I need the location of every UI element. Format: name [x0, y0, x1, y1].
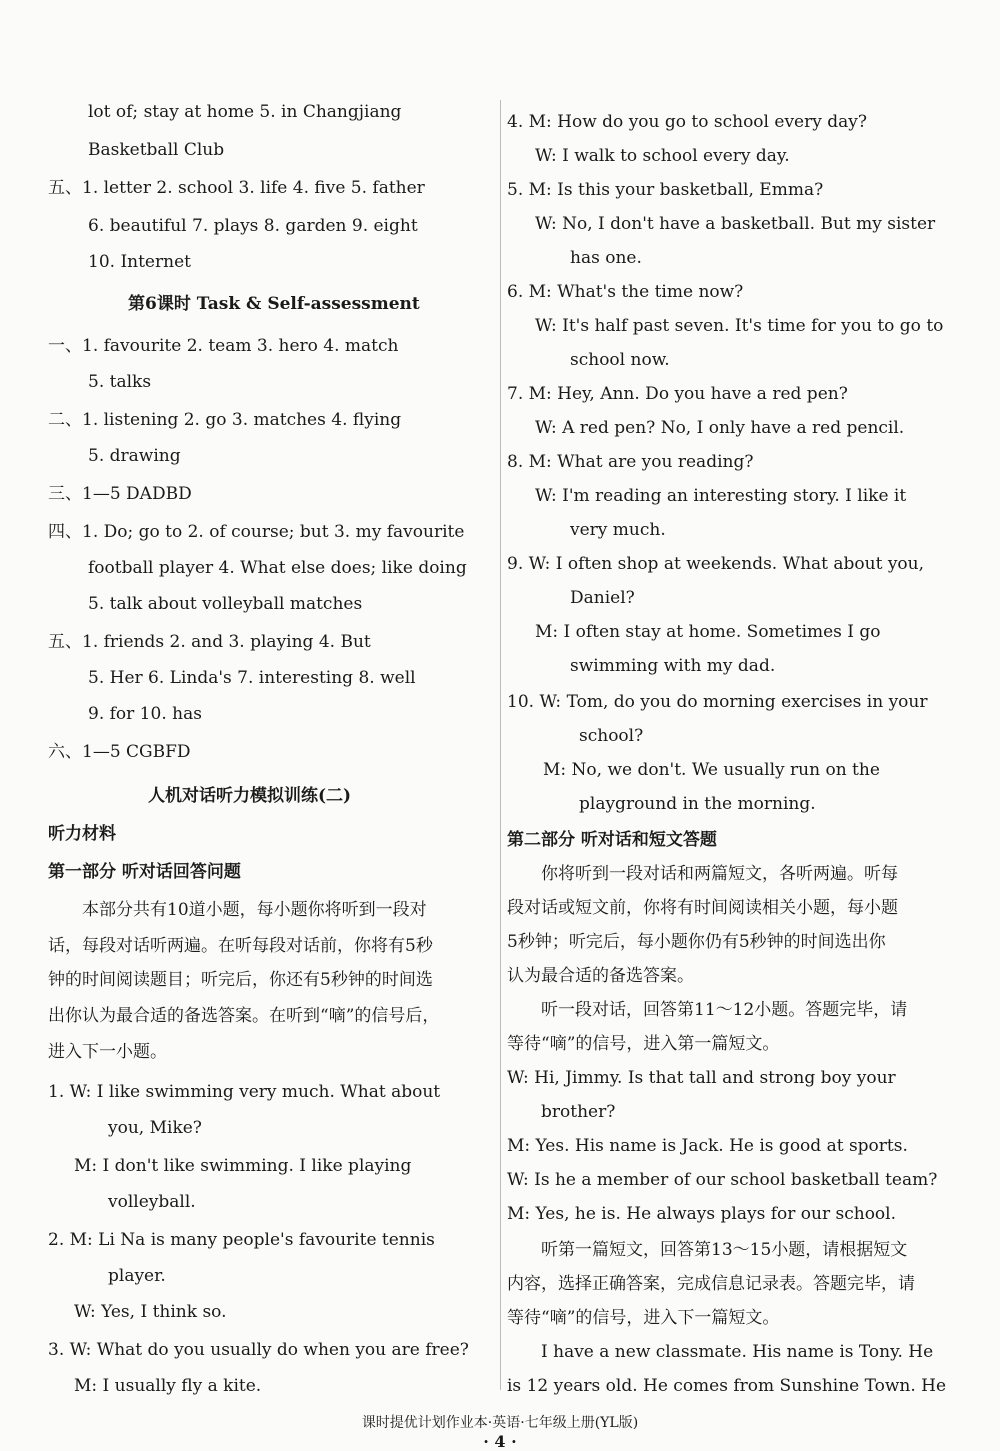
text-line: W: Is he a member of our school basketball team?	[507, 1170, 938, 1190]
text-line: 5. Her 6. Linda's 7. interesting 8. well	[88, 668, 416, 688]
text-line: M: I usually fly a kite.	[74, 1376, 262, 1396]
page-number: · 4 ·	[483, 1432, 517, 1451]
text-line: 5. talks	[88, 372, 152, 392]
text-line: 9. W: I often shop at weekends. What about you,	[507, 554, 925, 574]
text-line: 2. M: Li Na is many people's favourite tennis	[48, 1230, 435, 1250]
text-line: football player 4. What else does; like doing	[88, 558, 467, 578]
text-line: 9. for 10. has	[88, 704, 202, 724]
subheading: 第一部分 听对话回答问题	[48, 862, 241, 882]
text-line: Daniel?	[570, 588, 635, 608]
text-line: volleyball.	[108, 1192, 196, 1212]
text-line: brother?	[541, 1102, 616, 1122]
text-line: playground in the morning.	[579, 794, 816, 814]
text-line: 5. drawing	[88, 446, 181, 466]
text-line: 三、1—5 DADBD	[48, 484, 192, 504]
text-line: 5. M: Is this your basketball, Emma?	[507, 180, 824, 200]
text-line: W: No, I don't have a basketball. But my sister	[535, 214, 936, 234]
text-line: W: I walk to school every day.	[535, 146, 790, 166]
subheading: 第二部分 听对话和短文答题	[507, 830, 717, 850]
text-line: you, Mike?	[108, 1118, 202, 1138]
text-line: M: Yes, he is. He always plays for our school.	[507, 1204, 896, 1224]
text-line: 1. W: I like swimming very much. What about	[48, 1082, 441, 1102]
text-line: 5秒钟；听完后，每小题你仍有5秒钟的时间选出你	[507, 932, 886, 952]
text-line: 本部分共有10道小题，每小题你将听到一段对	[82, 900, 427, 920]
text-line: school?	[579, 726, 644, 746]
text-line: Basketball Club	[88, 140, 225, 160]
text-line: 3. W: What do you usually do when you are free?	[48, 1340, 469, 1360]
section-heading: 第6课时 Task & Self-assessment	[128, 294, 420, 314]
text-line: 一、1. favourite 2. team 3. hero 4. match	[48, 336, 399, 356]
text-line: 8. M: What are you reading?	[507, 452, 754, 472]
text-line: is 12 years old. He comes from Sunshine Town. He	[507, 1376, 947, 1396]
text-line: 听一段对话，回答第11～12小题。答题完毕，请	[541, 1000, 908, 1020]
text-line: swimming with my dad.	[570, 656, 776, 676]
text-line: 六、1—5 CGBFD	[48, 742, 191, 762]
text-line: W: Yes, I think so.	[74, 1302, 227, 1322]
text-line: 五、1. friends 2. and 3. playing 4. But	[48, 632, 371, 652]
text-line: 四、1. Do; go to 2. of course; but 3. my favourite	[48, 522, 465, 542]
text-line: W: Hi, Jimmy. Is that tall and strong boy your	[507, 1068, 896, 1088]
text-line: lot of; stay at home 5. in Changjiang	[88, 102, 402, 122]
text-line: 认为最合适的备选答案。	[507, 966, 694, 986]
text-line: W: It's half past seven. It's time for you to go to	[535, 316, 944, 336]
text-line: 听第一篇短文，回答第13～15小题，请根据短文	[541, 1240, 908, 1260]
text-line: M: I often stay at home. Sometimes I go	[535, 622, 881, 642]
text-line: 6. beautiful 7. plays 8. garden 9. eight	[88, 216, 418, 236]
text-line: 钟的时间阅读题目；听完后，你还有5秒钟的时间选	[48, 970, 433, 990]
text-line: 等待“嘀”的信号，进入下一篇短文。	[507, 1308, 780, 1328]
column-divider	[500, 100, 501, 1390]
text-line: 二、1. listening 2. go 3. matches 4. flying	[48, 410, 402, 430]
text-line: player.	[108, 1266, 166, 1286]
text-line: 4. M: How do you go to school every day?	[507, 112, 867, 132]
text-line: I have a new classmate. His name is Tony. He	[541, 1342, 934, 1362]
text-line: very much.	[570, 520, 666, 540]
text-line: 内容，选择正确答案，完成信息记录表。答题完毕，请	[507, 1274, 915, 1294]
text-line: 话，每段对话听两遍。在听每段对话前，你将有5秒	[48, 936, 433, 956]
text-line: 进入下一小题。	[48, 1042, 167, 1062]
text-line: W: I'm reading an interesting story. I like it	[535, 486, 907, 506]
text-line: W: A red pen? No, I only have a red pencil.	[535, 418, 905, 438]
text-line: M: No, we don't. We usually run on the	[543, 760, 880, 780]
text-line: has one.	[570, 248, 642, 268]
text-line: 出你认为最合适的备选答案。在听到“嘀”的信号后，	[48, 1006, 440, 1026]
page-footer: 课时提优计划作业本·英语·七年级上册(YL版)	[361, 1415, 639, 1431]
text-line: 段对话或短文前，你将有时间阅读相关小题，每小题	[507, 898, 898, 918]
text-line: 五、1. letter 2. school 3. life 4. five 5. father	[48, 178, 425, 198]
text-line: M: I don't like swimming. I like playing	[74, 1156, 412, 1176]
text-line: 10. Internet	[88, 252, 191, 272]
text-line: 你将听到一段对话和两篇短文，各听两遍。听每	[541, 864, 898, 884]
text-line: 7. M: Hey, Ann. Do you have a red pen?	[507, 384, 848, 404]
text-line: school now.	[570, 350, 670, 370]
section-heading: 人机对话听力模拟训练(二)	[148, 786, 352, 806]
text-line: 6. M: What's the time now?	[507, 282, 744, 302]
subheading: 听力材料	[48, 824, 116, 844]
text-line: 等待“嘀”的信号，进入第一篇短文。	[507, 1034, 780, 1054]
text-line: M: Yes. His name is Jack. He is good at sports.	[507, 1136, 908, 1156]
text-line: 10. W: Tom, do you do morning exercises in your	[507, 692, 928, 712]
text-line: 5. talk about volleyball matches	[88, 594, 363, 614]
